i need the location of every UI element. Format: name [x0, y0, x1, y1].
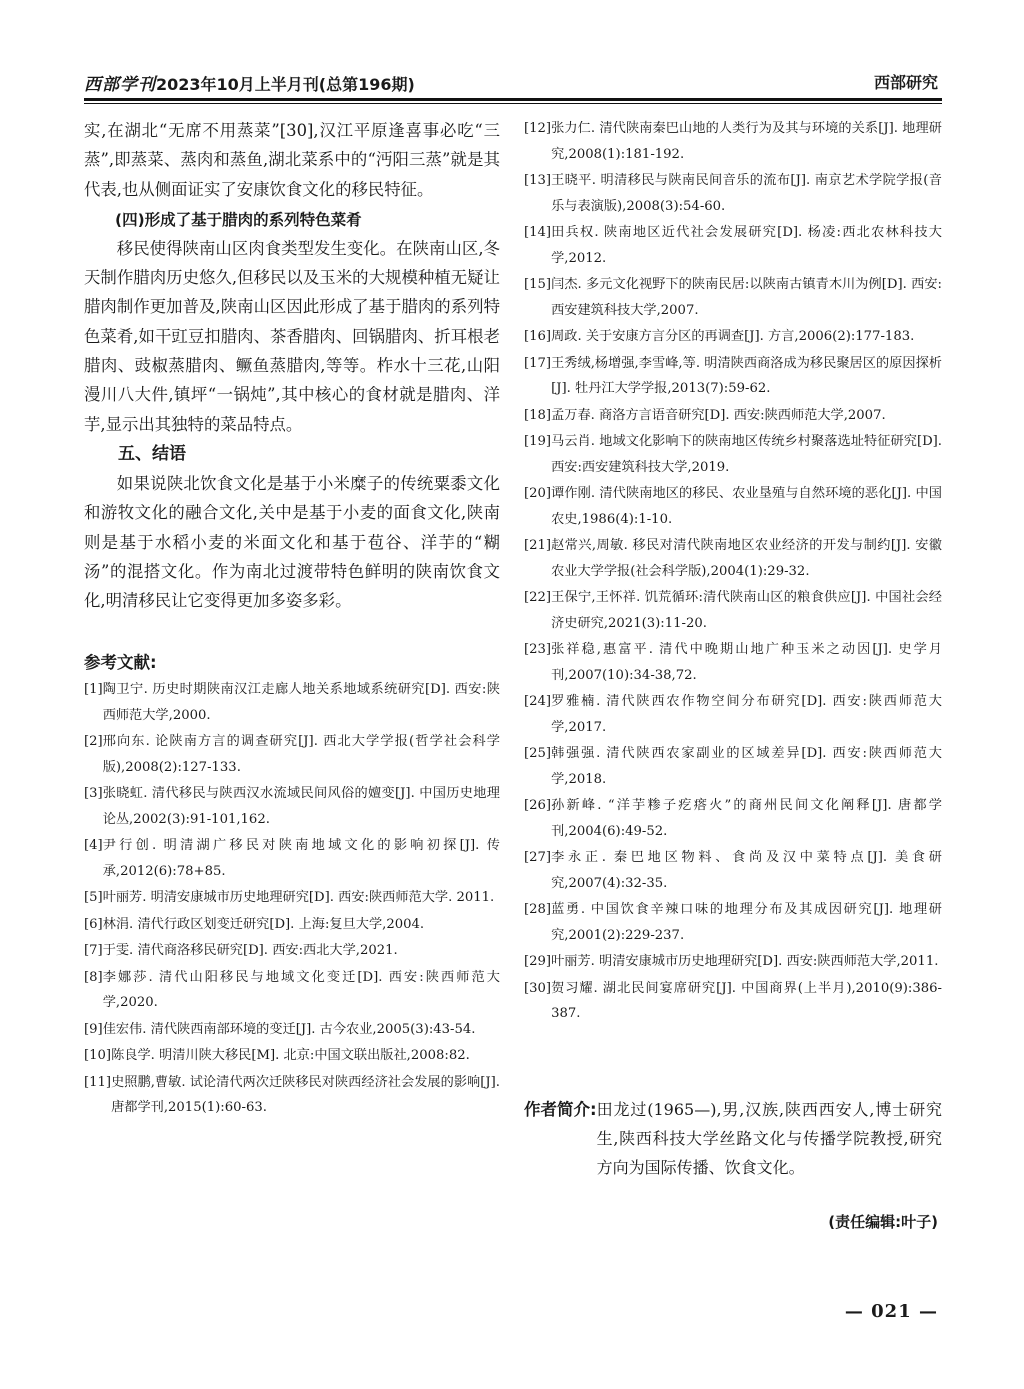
- reference-number: [22]: [524, 590, 552, 605]
- reference-text: 谭作刚. 清代陕南地区的移民、农业垦殖与自然环境的恶化[J]. 中国农史,1986(4):1-10.: [551, 486, 942, 527]
- reference-number: [4]: [84, 838, 103, 854]
- editor-credit: (责任编辑:叶子): [828, 1213, 938, 1231]
- body-paragraph: 实,在湖北“无席不用蒸菜”[30],汉江平原逢喜事必吃“三蒸”,即蒸菜、蒸肉和蒸鱼,湖北菜系中的“沔阳三蒸”就是其代表,也从侧面证实了安康饮食文化的移民特征。: [84, 121, 500, 199]
- reference-item: [524, 585, 942, 636]
- reference-number: [13]: [524, 173, 552, 188]
- reference-number: [2]: [84, 734, 103, 750]
- reference-text: 林涓. 清代行政区划变迁研究[D]. 上海:复旦大学,2004.: [102, 916, 425, 932]
- reference-item: [524, 481, 942, 532]
- reference-text: 尹行创. 明清湖广移民对陕南地域文化的影响初探[J]. 传承,2012(6):78+85.: [102, 838, 500, 879]
- reference-item: [524, 689, 942, 740]
- author-bio-label: 作者简介:: [524, 1100, 597, 1119]
- reference-item: [84, 885, 500, 911]
- reference-text: 陶卫宁. 历史时期陕南汉江走廊人地关系地域系统研究[D]. 西安:陕西师范大学,2000.: [102, 682, 500, 723]
- reference-number: [9]: [84, 1021, 103, 1037]
- reference-item: [524, 272, 942, 323]
- reference-text: 叶丽芳. 明清安康城市历史地理研究[D]. 西安:陕西师范大学,2011.: [551, 954, 939, 969]
- reference-text: 李永正. 秦巴地区物料、食尚及汉中菜特点[J]. 美食研究,2007(4):32-35.: [551, 850, 942, 891]
- reference-number: [17]: [524, 355, 552, 371]
- body-paragraph: 移民使得陕南山区肉食类型发生变化。在陕南山区,冬天制作腊肉历史悠久,但移民以及玉米的大规模种植无疑让腊肉制作更加普及,陕南山区因此形成了基于腊肉的系列特色菜肴,如干豇豆扣腊肉、茶香腊肉、回锅腊肉、折耳根老腊肉、豉椒蒸腊肉、鳜鱼蒸腊肉,等等。柞水十三花,山阳漫川八大件,镇坪“一锅炖”,其中核心的食材就是腊肉、洋芋,显示出其独特的菜品特点。: [84, 238, 500, 434]
- left-column: [84, 116, 500, 1122]
- header-rule: [84, 98, 942, 101]
- issue-info: 2023年10月上半月刊(总第196期): [156, 75, 415, 94]
- reference-number: [11]: [84, 1074, 112, 1090]
- reference-number: [6]: [84, 916, 103, 932]
- author-bio-text: 田龙过(1965—),男,汉族,陕西西安人,博士研究生,陕西科技大学丝路文化与传播学院教授,研究方向为国际传播、饮食文化。: [596, 1100, 942, 1177]
- reference-text: 佳宏伟. 清代陕西南部环境的变迁[J]. 古今农业,2005(3):43-54.: [102, 1021, 476, 1037]
- reference-list: [84, 677, 500, 1121]
- reference-number: [24]: [524, 694, 552, 709]
- reference-text: 李娜莎. 清代山阳移民与地域文化变迁[D]. 西安:陕西师范大学,2020.: [102, 969, 500, 1011]
- reference-number: [25]: [524, 746, 552, 761]
- author-bio: [524, 1095, 942, 1182]
- reference-number: [18]: [524, 407, 552, 423]
- reference-number: [19]: [524, 434, 552, 449]
- reference-text: 罗雅楠. 清代陕西农作物空间分布研究[D]. 西安:陕西师范大学,2017.: [551, 694, 942, 735]
- reference-text: 孟万春. 商洛方言语音研究[D]. 西安:陕西师范大学,2007.: [551, 407, 886, 423]
- reference-text: 史照鹏,曹敏. 试论清代两次迁陕移民对陕西经济社会发展的影响[J]. 唐都学刊,2015(1):60-63.: [111, 1074, 500, 1116]
- reference-text: 叶丽芳. 明清安康城市历史地理研究[D]. 西安:陕西师范大学. 2011.: [102, 890, 495, 906]
- reference-text: 赵常兴,周敏. 移民对清代陕南地区农业经济的开发与制约[J]. 安徽农业大学学报(社会科学版),2004(1):29-32.: [551, 538, 942, 579]
- reference-text: 王秀绒,杨增强,李雪峰,等. 明清陕西商洛成为移民聚居区的原因探析[J]. 牡丹江大学学报,2013(7):59-62.: [551, 355, 942, 396]
- reference-text: 贺习耀. 湖北民间宴席研究[J]. 中国商界(上半月),2010(9):386-387.: [551, 980, 942, 1021]
- reference-text: 韩强强. 清代陕西农家副业的区域差异[D]. 西安:陕西师范大学,2018.: [551, 746, 942, 787]
- reference-text: 田兵权. 陕南地区近代社会发展研究[D]. 杨凌:西北农林科技大学,2012.: [551, 225, 942, 266]
- reference-number: [5]: [84, 890, 103, 906]
- page-number: — 021 —: [844, 1301, 938, 1322]
- reference-number: [10]: [84, 1048, 112, 1064]
- reference-item: [524, 949, 942, 975]
- reference-number: [3]: [84, 786, 103, 802]
- reference-text: 于雯. 清代商洛移民研究[D]. 西安:西北大学,2021.: [102, 943, 398, 959]
- reference-item: [84, 938, 500, 964]
- reference-item: [524, 324, 942, 350]
- journal-logo: 西部学刊: [84, 75, 156, 95]
- reference-item: [84, 912, 500, 938]
- reference-number: [1]: [84, 682, 103, 698]
- reference-item: [524, 168, 942, 219]
- reference-number: [15]: [524, 277, 552, 292]
- reference-text: 陈良学. 明清川陕大移民[M]. 北京:中国文联出版社,2008:82.: [111, 1048, 470, 1064]
- reference-text: 孙新峰. “洋芋糁子疙瘩火”的商州民间文化阐释[J]. 唐都学刊,2004(6):49-52.: [551, 798, 942, 839]
- reference-item: [524, 793, 942, 844]
- reference-number: [28]: [524, 902, 552, 917]
- reference-item: [524, 351, 942, 402]
- reference-item: [524, 220, 942, 271]
- reference-item: [84, 1070, 500, 1121]
- reference-number: [26]: [524, 798, 552, 813]
- reference-number: [21]: [524, 538, 552, 553]
- reference-item: [84, 729, 500, 780]
- header-rule-thin: [84, 103, 942, 104]
- reference-number: [16]: [524, 329, 552, 344]
- reference-number: [23]: [524, 642, 552, 657]
- body-paragraph: 如果说陕北饮食文化是基于小米糜子的传统粟黍文化和游牧文化的融合文化,关中是基于小麦的面食文化,陕南则是基于水稻小麦的米面文化和基于苞谷、洋芋的“糊汤”的混搭文化。作为南北过渡带特色鲜明的陕南饮食文化,明清移民让它变得更加多姿多彩。: [84, 473, 500, 611]
- reference-list: [524, 116, 942, 1027]
- reference-number: [27]: [524, 850, 552, 865]
- reference-item: [84, 965, 500, 1016]
- reference-text: 张祥稳,惠富平. 清代中晚期山地广种玉米之动因[J]. 史学月刊,2007(10):34-38,72.: [551, 642, 942, 683]
- reference-text: 蓝勇. 中国饮食辛辣口味的地理分布及其成因研究[J]. 地理研究,2001(2):229-237.: [551, 902, 942, 943]
- reference-number: [12]: [524, 121, 552, 136]
- reference-item: [524, 116, 942, 167]
- subsection-heading: (四)形成了基于腊肉的系列特色菜肴: [115, 210, 362, 229]
- reference-item: [524, 637, 942, 688]
- reference-item: [524, 976, 942, 1027]
- reference-number: [30]: [524, 980, 552, 996]
- reference-text: 邢向东. 论陕南方言的调查研究[J]. 西北大学学报(哲学社会科学版),2008(2):127-133.: [102, 734, 500, 775]
- reference-item: [524, 845, 942, 896]
- reference-text: 王晓平. 明清移民与陕南民间音乐的流布[J]. 南京艺术学院学报(音乐与表演版),2008(3):54-60.: [551, 173, 942, 214]
- reference-item: [524, 403, 942, 429]
- reference-item: [524, 897, 942, 948]
- journal-masthead: [84, 70, 415, 95]
- reference-item: [84, 1017, 500, 1043]
- reference-text: 王保宁,王怀祥. 饥荒循环:清代陕南山区的粮食供应[J]. 中国社会经济史研究,2021(3):11-20.: [551, 590, 942, 631]
- reference-text: 张力仁. 清代陕南秦巴山地的人类行为及其与环境的关系[J]. 地理研究,2008(1):181-192.: [551, 121, 942, 162]
- right-column: [524, 116, 942, 1028]
- reference-text: 周政. 关于安康方言分区的再调查[J]. 方言,2006(2):177-183.: [551, 329, 915, 344]
- reference-text: 闫杰. 多元文化视野下的陕南民居:以陕南古镇青木川为例[D]. 西安:西安建筑科技大学,2007.: [551, 277, 942, 318]
- reference-number: [29]: [524, 954, 552, 969]
- reference-item: [84, 677, 500, 728]
- reference-number: [14]: [524, 225, 552, 240]
- section-heading: 五、结语: [118, 443, 186, 464]
- reference-number: [7]: [84, 943, 103, 959]
- section-name: 西部研究: [873, 73, 938, 92]
- references-heading: 参考文献:: [84, 653, 157, 673]
- reference-item: [84, 833, 500, 884]
- reference-text: 张晓虹. 清代移民与陕西汉水流域民间风俗的嬗变[J]. 中国历史地理论丛,2002(3):91-101,162.: [102, 786, 500, 827]
- reference-item: [524, 429, 942, 480]
- reference-number: [8]: [84, 969, 103, 985]
- reference-text: 马云肖. 地域文化影响下的陕南地区传统乡村聚落选址特征研究[D]. 西安:西安建筑科技大学,2019.: [551, 434, 942, 475]
- reference-item: [84, 1043, 500, 1069]
- reference-item: [524, 533, 942, 584]
- reference-number: [20]: [524, 486, 552, 501]
- reference-item: [84, 781, 500, 832]
- reference-item: [524, 741, 942, 792]
- page-header: [84, 70, 942, 98]
